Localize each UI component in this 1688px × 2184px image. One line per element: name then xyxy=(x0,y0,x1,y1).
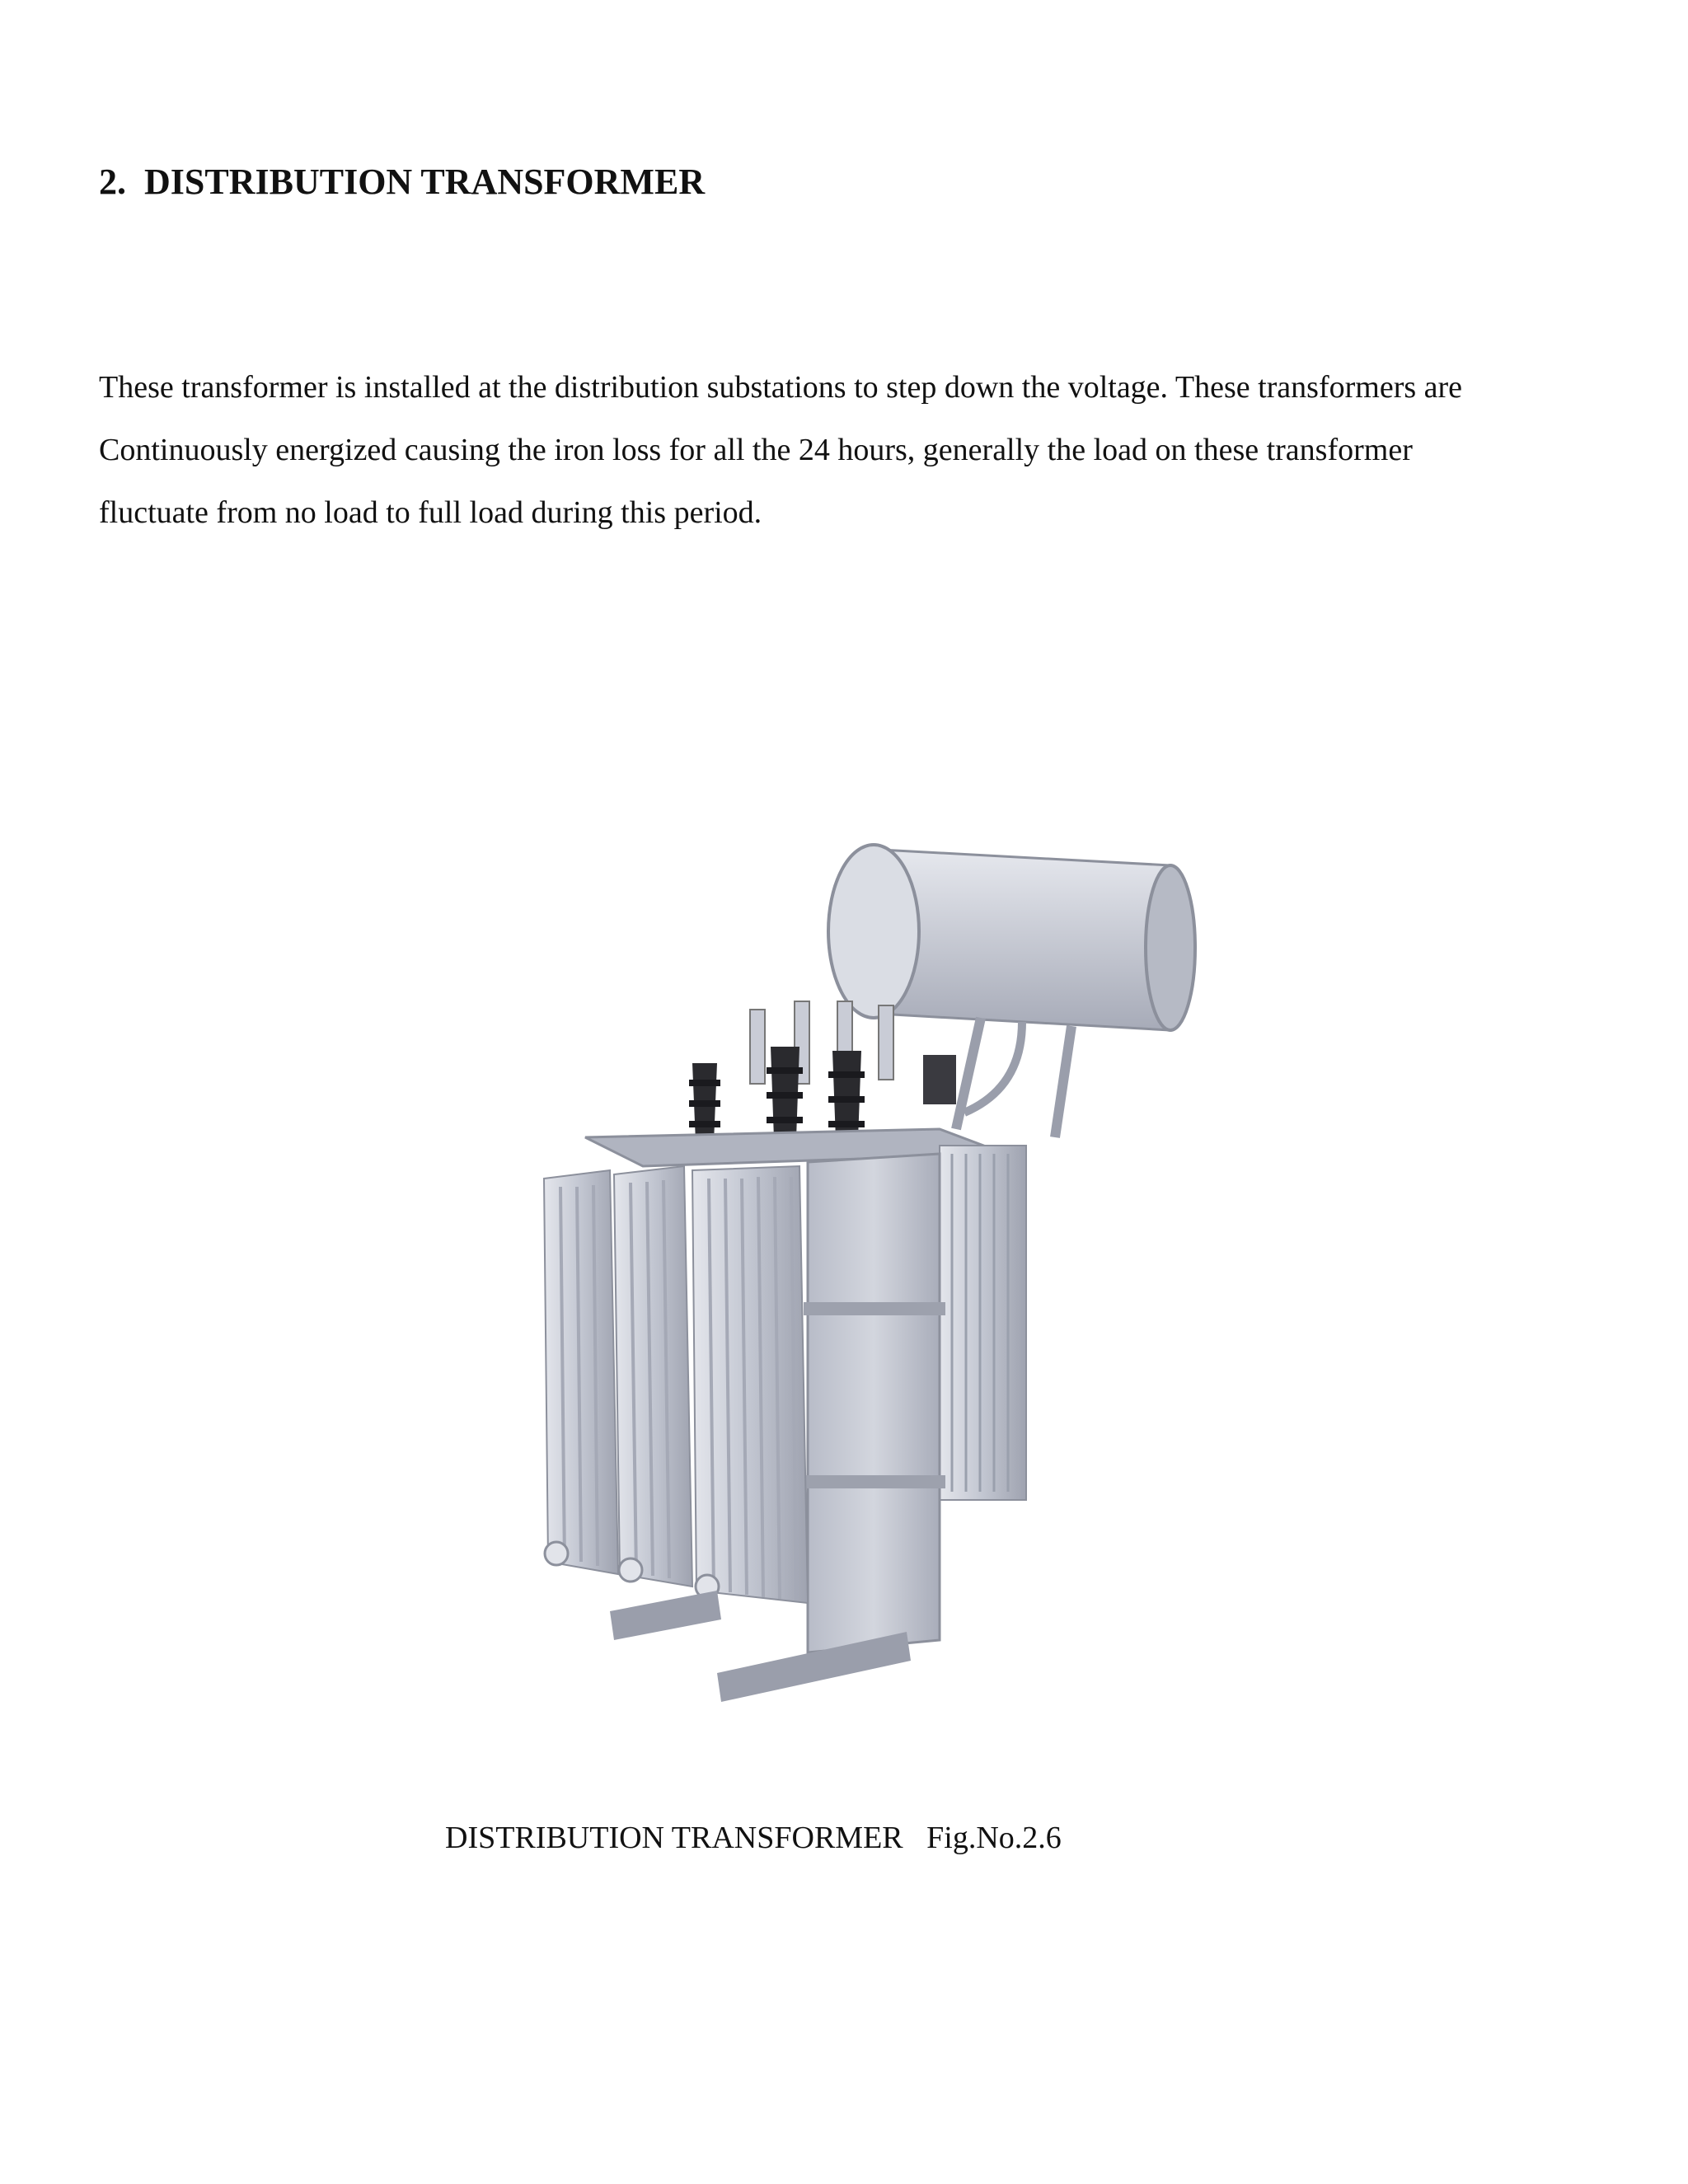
body-paragraph xyxy=(99,356,1599,544)
main-tank xyxy=(804,1154,945,1652)
section-heading: 2. DISTRIBUTION TRANSFORMER xyxy=(99,162,706,202)
transformer-photo-icon xyxy=(445,816,1228,1731)
paragraph-line-3: fluctuate from no load to full load during this period. xyxy=(99,495,762,530)
transformer-figure xyxy=(445,816,1228,1731)
rear-radiator xyxy=(940,1146,1026,1500)
paragraph-line-1: These transformer is installed at the distribution substations to step down the voltage. These transformers are xyxy=(99,370,1463,405)
conservator-tank xyxy=(828,845,1195,1137)
figure-caption: DISTRIBUTION TRANSFORMER Fig.No.2.6 xyxy=(445,1821,1062,1855)
paragraph-line-2: Continuously energized causing the iron loss for all the 24 hours, generally the load on these transformer xyxy=(99,433,1413,467)
front-radiators xyxy=(544,1166,808,1603)
